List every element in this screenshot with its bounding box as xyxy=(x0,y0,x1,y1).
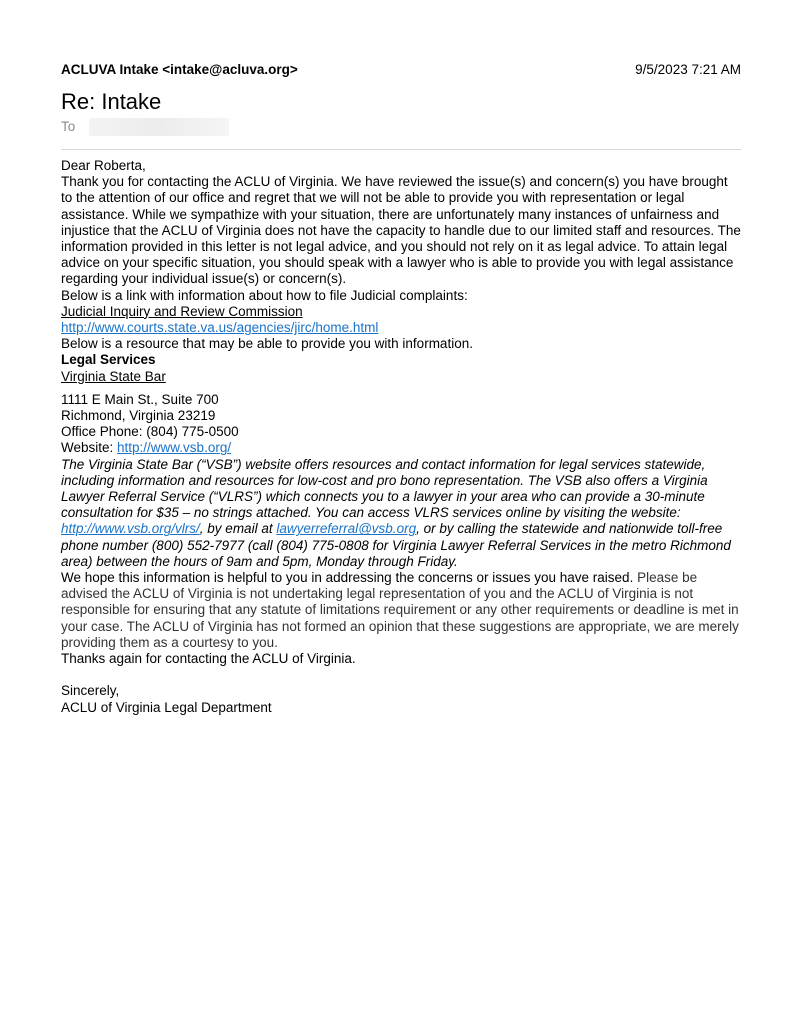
vsb-website-link[interactable]: http://www.vsb.org/ xyxy=(117,440,232,456)
website-row xyxy=(61,440,741,456)
vsb-title[interactable]: Virginia State Bar xyxy=(61,368,166,384)
thanks-line: Thanks again for contacting the ACLU of Virginia. xyxy=(61,651,356,667)
signoff-line-2: ACLU of Virginia Legal Department xyxy=(61,699,272,715)
disclaimer-rest: Please be advised the ACLU of Virginia is not undertaking legal representation of you and the ACLU of Virginia is not responsible for ensuring that any statute of limitations requirement or any other requirements or deadline is met in your case. The ACLU of Virginia has not formed an opinion that these suggestions are appropriate, we are merely providing them as a courtesy to you. xyxy=(61,570,739,650)
resource-intro-paragraph: Below is a resource that may be able to provide you with information. xyxy=(61,336,473,352)
address-line-2: Richmond, Virginia 23219 xyxy=(61,408,216,424)
vlrs-link[interactable]: http://www.vsb.org/vlrs/ xyxy=(61,521,200,537)
email-subject: Re: Intake xyxy=(61,89,162,114)
email-body xyxy=(61,158,741,716)
email-header xyxy=(61,62,741,78)
email-message xyxy=(61,62,741,716)
intro-paragraph: Thank you for contacting the ACLU of Virginia. We have reviewed the issue(s) and concern(s) you have brought to the attention of our office and regret that we will not be able to provide you with representation or legal assistance. While we sympathize with your situation, there are unfortunately many instances of unfairness and injustice that the ACLU of Virginia does not have the capacity to handle due to our limited staff and resources. The information provided in this letter is not legal advice, and you should not rely on it as legal advice. To attain legal advice on your specific situation, you should speak with a lawyer who is able to provide you with legal assistance regarding your individual issue(s) or concern(s). xyxy=(61,174,741,287)
sender-address[interactable]: ACLUVA Intake <intake@acluva.org> xyxy=(61,62,298,77)
sent-date: 9/5/2023 7:21 AM xyxy=(635,62,741,77)
recipient-row xyxy=(61,118,741,136)
disclaimer-lead: We hope this information is helpful to you in addressing the concerns or issues you have raised. xyxy=(61,570,638,586)
vsb-description xyxy=(61,457,741,570)
website-label: Website: xyxy=(61,440,118,456)
judicial-commission-link[interactable]: http://www.courts.state.va.us/agencies/jirc/home.html xyxy=(61,320,379,336)
greeting: Dear Roberta, xyxy=(61,158,146,173)
vsb-description-part-3: , or by calling the statewide and nationwide toll-free phone number (800) 552-7977 (call (804) 775-0808 for Virginia Lawyer Referral Services in the metro Richmond area) between the hours of 9am and 5pm, Monday through Friday. xyxy=(61,521,731,569)
redacted-recipient xyxy=(89,118,229,136)
disclaimer-paragraph xyxy=(61,570,741,651)
header-divider xyxy=(61,149,741,150)
legal-services-heading: Legal Services xyxy=(61,352,156,368)
judicial-intro-paragraph: Below is a link with information about how to file Judicial complaints: xyxy=(61,287,468,303)
to-label: To xyxy=(61,119,76,134)
vlrs-email-link[interactable]: lawyerreferral@vsb.org xyxy=(276,521,417,537)
vsb-description-part-1: The Virginia State Bar (“VSB”) website offers resources and contact information for legal services statewide, including information and resources for low-cost and pro bono representation. The VSB also offers a Virginia Lawyer Referral Service (“VLRS”) which connects you to a lawyer in your area who can provide a 30-minute consultation for $35 – no strings attached. You can access VLRS services online by visiting the website: xyxy=(61,456,708,521)
vsb-contact-block xyxy=(61,392,741,570)
signoff-line-1: Sincerely, xyxy=(61,683,120,699)
address-line-1: 1111 E Main St., Suite 700 xyxy=(61,391,219,407)
vsb-description-part-2: , by email at xyxy=(199,521,277,537)
office-phone: Office Phone: (804) 775-0500 xyxy=(61,424,239,440)
judicial-commission-title[interactable]: Judicial Inquiry and Review Commission xyxy=(61,303,303,319)
signature xyxy=(61,683,741,715)
